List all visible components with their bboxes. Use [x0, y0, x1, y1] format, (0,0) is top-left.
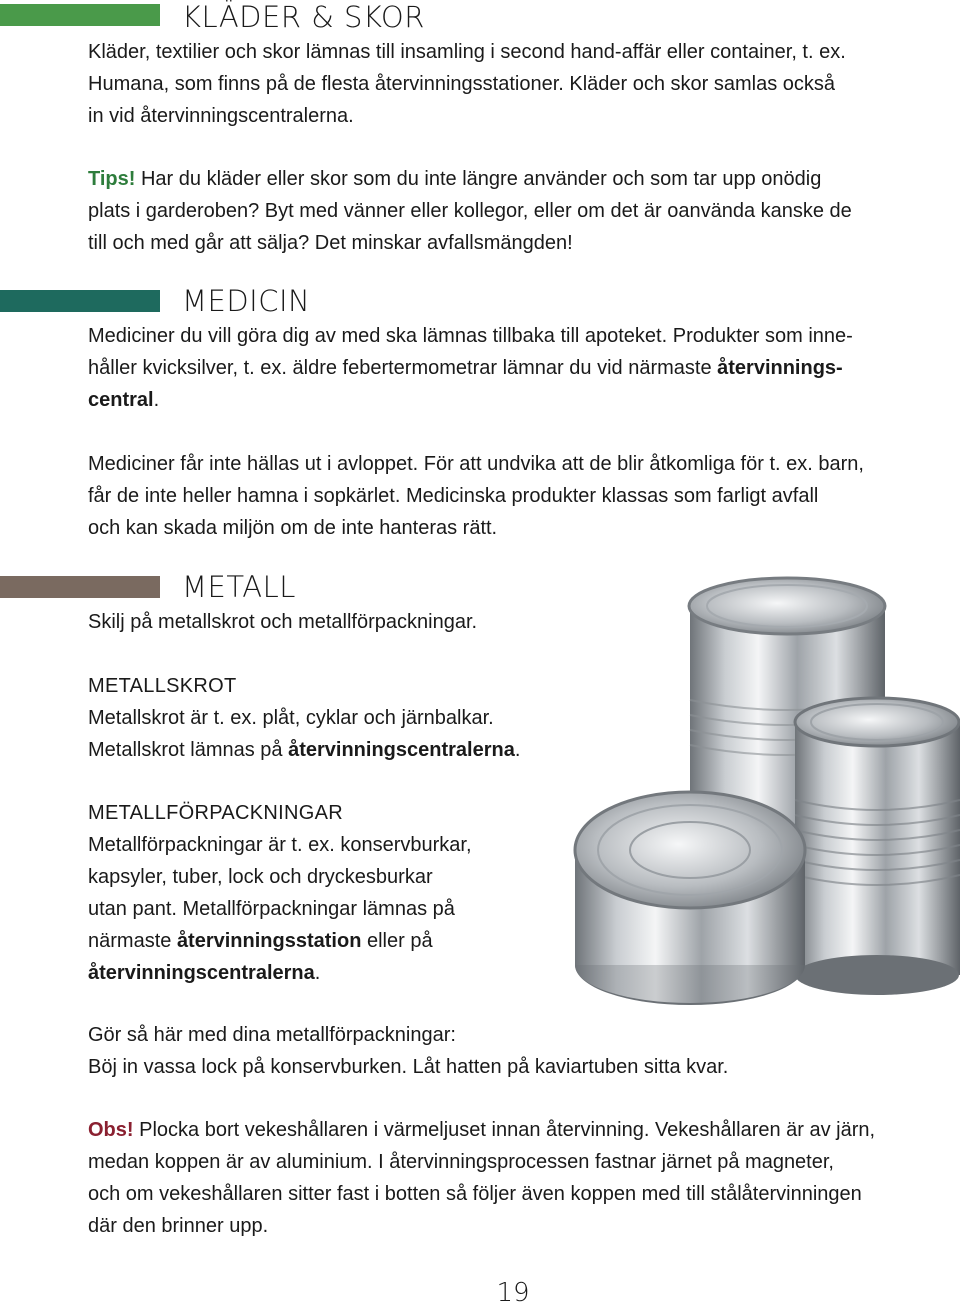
medicin-paragraph-2: Mediciner får inte hällas ut i avloppet. För att undvika att de blir åtkomliga för t. ex. barn, får de inte heller hamna i sopkärlet. Medicinska produkter klassas som farligt avfall och kan skada miljön om de inte hanteras rätt. — [88, 453, 864, 539]
kladder-tips-paragraph: Tips! Har du kläder eller skor som du inte längre använder och som tar upp onödig plats i garderoben? Byt med vänner eller kollegor, eller om det är oanvända kanske de till och med går att sälja? Det minskar avfallsmängden! — [88, 168, 852, 254]
section-bar-metall — [0, 576, 160, 598]
medicin-paragraph-1: Mediciner du vill göra dig av med ska lämnas tillbaka till apoteket. Produkter som inne- håller kvicksilver, t. ex. äldre febertermometrar lämnar du vid närmaste återvinnings- central. — [88, 325, 853, 411]
metall-intro: Skilj på metallskrot och metallförpackningar. — [88, 611, 478, 633]
heading-medicin: MEDICIN — [182, 284, 311, 318]
page-number: 19 — [496, 1278, 530, 1308]
metall-instructions: Gör så här med dina metallförpackningar: Böj in vassa lock på konservburken. Låt hatten på kaviartuben sitta kvar. — [88, 1024, 729, 1078]
heading-kladder-skor: KLÄDER & SKOR — [182, 0, 425, 34]
short-can — [575, 792, 805, 1005]
metallforpackningar-heading: METALLFÖRPACKNINGAR — [88, 802, 343, 824]
tin-cans-photo — [560, 570, 960, 1015]
obs-label: Obs! — [88, 1119, 134, 1141]
tips-label: Tips! — [88, 168, 136, 190]
metallskrot-paragraph: Metallskrot är t. ex. plåt, cyklar och järnbalkar. Metallskrot lämnas på återvinningscentralerna. — [88, 707, 521, 761]
right-can — [795, 698, 960, 995]
heading-metall: METALL — [182, 570, 296, 604]
metallforpackningar-paragraph: Metallförpackningar är t. ex. konservburkar, kapsyler, tuber, lock och dryckesburkar utan pant. Metallförpackningar lämnas på närmaste återvinningsstation eller på återvinningscentralerna. — [88, 834, 472, 984]
section-bar-kladder — [0, 4, 160, 26]
metallskrot-heading: METALLSKROT — [88, 675, 237, 697]
kladder-paragraph: Kläder, textilier och skor lämnas till insamling i second hand-affär eller container, t. ex. Humana, som finns på de flesta återvinningsstationer. Kläder och skor samlas också in vid återvinningscentralerna. — [88, 41, 846, 127]
section-bar-medicin — [0, 290, 160, 312]
obs-paragraph: Obs! Plocka bort vekeshållaren i värmeljuset innan återvinning. Vekeshållaren är av järn, medan koppen är av aluminium. I återvinningsprocessen fastnar järnet på magneter, och om vekeshållaren sitter fast i botten så följer även koppen med till stålåtervinningen där den brinner upp. — [88, 1119, 876, 1237]
